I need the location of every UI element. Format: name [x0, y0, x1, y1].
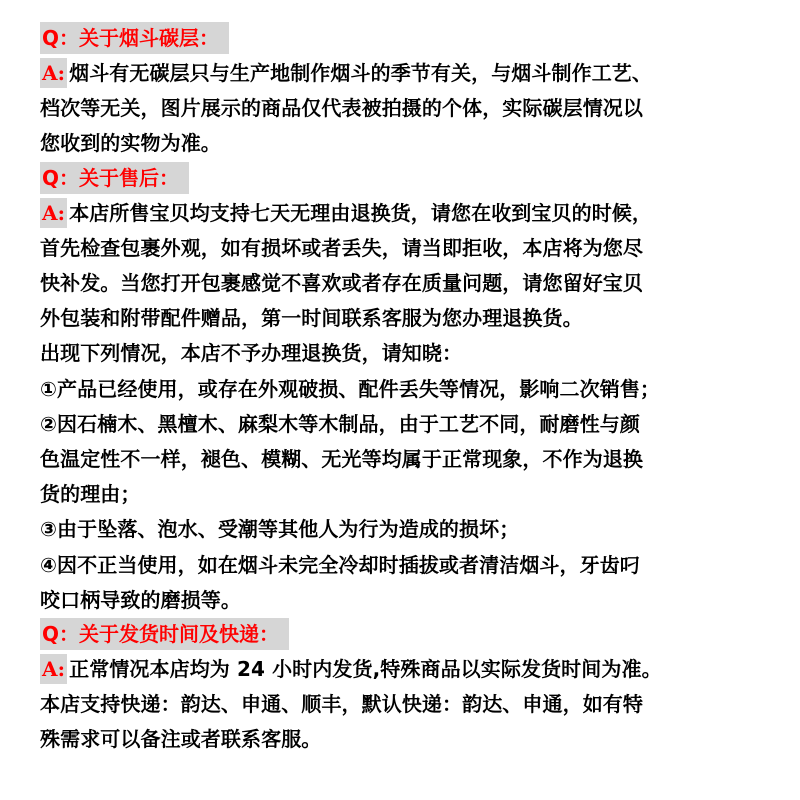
- answer-line: 色温定性不一样，褪色、模糊、无光等均属于正常现象，不作为退换: [40, 447, 643, 472]
- answer-line: 首先检查包裹外观，如有损坏或者丢失，请当即拒收，本店将为您尽: [40, 235, 643, 260]
- answer-line: 货的理由；: [40, 482, 141, 507]
- answer-tag: A:: [40, 198, 67, 228]
- answer-carbon-layer: [40, 56, 770, 162]
- answer-line: ②因石楠木、黑檀木、麻梨木等木制品，由于工艺不同，耐磨性与颜: [40, 411, 640, 436]
- answer-after-sales: [40, 196, 770, 618]
- answer-line: 档次等无关，图片展示的商品仅代表被拍摄的个体，实际碳层情况以: [40, 96, 643, 121]
- answer-line: A: 烟斗有无碳层只与生产地制作烟斗的季节有关，与烟斗制作工艺、: [40, 56, 770, 91]
- answer-shipping: [40, 652, 770, 758]
- faq-section-after-sales: [40, 162, 770, 618]
- answer-line: 本店支持快递：韵达、申通、顺丰，默认快递：韵达、申通，如有特: [40, 692, 643, 717]
- faq-section-carbon-layer: [40, 22, 770, 162]
- answer-tag: A:: [40, 654, 67, 684]
- question-carbon-layer: Q：关于烟斗碳层：: [40, 22, 229, 54]
- answer-line: A: 本店所售宝贝均支持七天无理由退换货，请您在收到宝贝的时候，: [40, 196, 770, 231]
- question-shipping: Q：关于发货时间及快递：: [40, 618, 289, 650]
- faq-section-shipping: [40, 618, 770, 758]
- answer-line: ④因不正当使用，如在烟斗未完全冷却时插拔或者清洁烟斗，牙齿叼: [40, 552, 640, 577]
- question-after-sales: Q：关于售后：: [40, 162, 189, 194]
- answer-line: ③由于坠落、泡水、受潮等其他人为行为造成的损坏；: [40, 517, 520, 542]
- answer-line: 咬口柄导致的磨损等。: [40, 587, 241, 612]
- answer-line: 外包装和附带配件赠品，第一时间联系客服为您办理退换货。: [40, 306, 583, 331]
- answer-line: ①产品已经使用，或存在外观破损、配件丢失等情况，影响二次销售；: [40, 376, 661, 401]
- answer-line: A: 正常情况本店均为 24 小时内发货,特殊商品以实际发货时间为准。: [40, 652, 770, 687]
- answer-line: 您收到的实物为准。: [40, 131, 221, 156]
- answer-line: 出现下列情况，本店不予办理退换货，请知晓：: [40, 341, 463, 366]
- answer-line: 快补发。当您打开包裹感觉不喜欢或者存在质量问题，请您留好宝贝: [40, 271, 643, 296]
- faq-document: [40, 22, 770, 758]
- answer-tag: A:: [40, 58, 67, 88]
- answer-line: 殊需求可以备注或者联系客服。: [40, 727, 322, 752]
